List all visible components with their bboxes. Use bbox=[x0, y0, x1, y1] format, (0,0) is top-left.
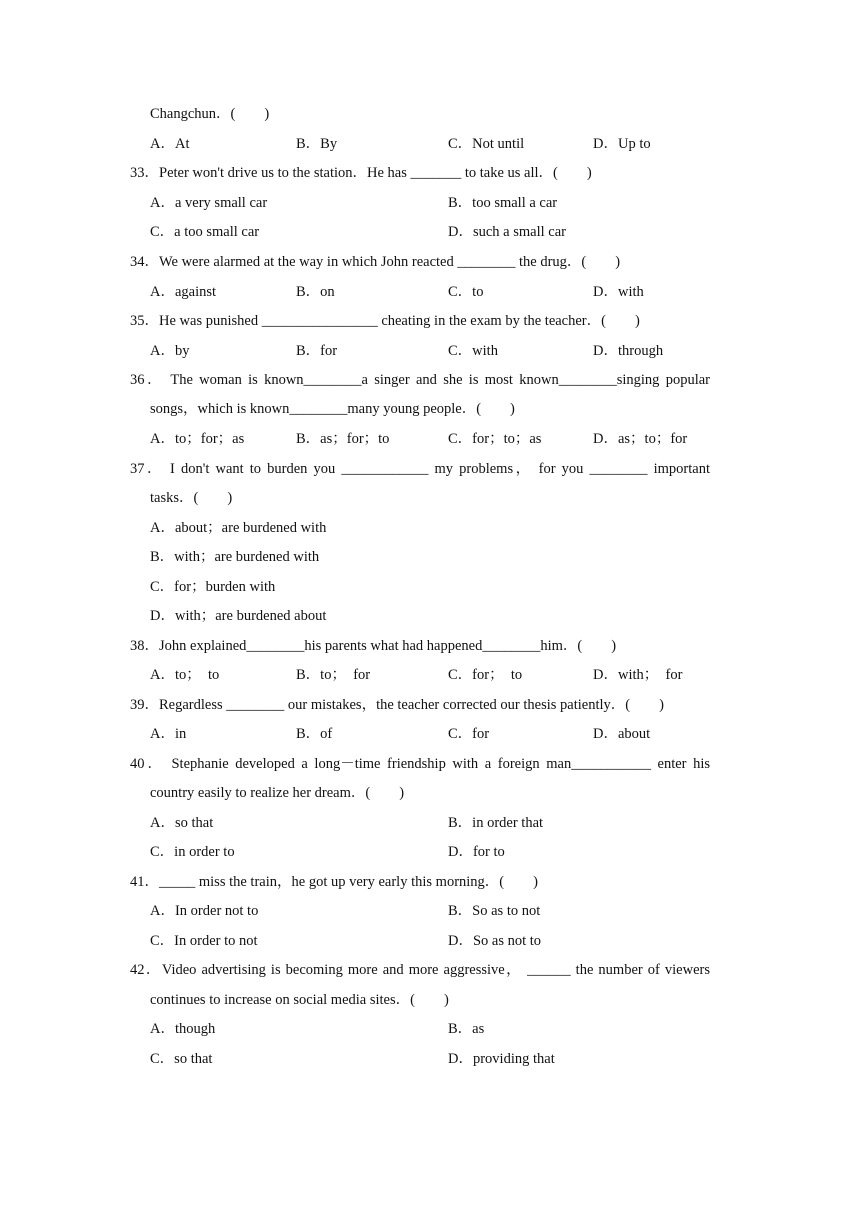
question-text: 39．Regardless ________ our mistakes，the teacher corrected our thesis patiently．( ) bbox=[130, 697, 664, 713]
text-line: tasks．( ) bbox=[150, 490, 233, 506]
answer-option: D．for to bbox=[448, 844, 505, 860]
answer-option: A．to；for；as bbox=[150, 431, 245, 447]
text-line: continues to increase on social media sites．( ) bbox=[150, 992, 449, 1008]
answer-option: B．So as to not bbox=[448, 903, 541, 919]
answer-option: B．on bbox=[296, 284, 335, 300]
answer-option: D．with bbox=[593, 284, 644, 300]
question-text: 36． The woman is known________a singer and she is most known________singing popular bbox=[130, 372, 710, 388]
question-text: 41．_____ miss the train，he got up very early this morning．( ) bbox=[130, 874, 538, 890]
answer-option: C．in order to bbox=[150, 844, 235, 860]
answer-option: C．for；to；as bbox=[448, 431, 542, 447]
answer-option: B．of bbox=[296, 726, 333, 742]
answer-option: A．to； to bbox=[150, 667, 220, 683]
answer-option: B．for bbox=[296, 343, 338, 359]
answer-option: B．in order that bbox=[448, 815, 544, 831]
answer-option: D．about bbox=[593, 726, 651, 742]
answer-option: A．a very small car bbox=[150, 195, 268, 211]
text-line: A．about；are burdened with bbox=[150, 520, 327, 536]
answer-option: C．so that bbox=[150, 1051, 213, 1067]
answer-option: A．though bbox=[150, 1021, 216, 1037]
text-line: B．with；are burdened with bbox=[150, 549, 320, 565]
answer-option: A．in bbox=[150, 726, 187, 742]
answer-option: C．Not until bbox=[448, 136, 525, 152]
answer-option: C．In order to not bbox=[150, 933, 258, 949]
question-text: 34．We were alarmed at the way in which John reacted ________ the drug．( ) bbox=[130, 254, 621, 270]
text-line: Changchun．( ) bbox=[150, 106, 270, 122]
text-line: country easily to realize her dream．( ) bbox=[150, 785, 405, 801]
answer-option: D．such a small car bbox=[448, 224, 566, 240]
question-text: 40． Stephanie developed a long－time friendship with a foreign man___________ enter his bbox=[130, 756, 710, 772]
answer-option: A．so that bbox=[150, 815, 214, 831]
answer-option: C．for； to bbox=[448, 667, 523, 683]
answer-option: A．against bbox=[150, 284, 217, 300]
answer-option: C．to bbox=[448, 284, 484, 300]
answer-option: D．with； for bbox=[593, 667, 683, 683]
answer-option: D．as；to；for bbox=[593, 431, 688, 447]
question-text: 42．Video advertising is becoming more and more aggressive， ______ the number of viewers bbox=[130, 962, 710, 978]
answer-option: C．a too small car bbox=[150, 224, 260, 240]
answer-option: B．as bbox=[448, 1021, 485, 1037]
question-text: 38．John explained________his parents what had happened________him．( ) bbox=[130, 638, 617, 654]
answer-option: A．by bbox=[150, 343, 190, 359]
answer-option: D．Up to bbox=[593, 136, 651, 152]
answer-option: D．providing that bbox=[448, 1051, 555, 1067]
answer-option: D．through bbox=[593, 343, 664, 359]
answer-option: A．In order not to bbox=[150, 903, 259, 919]
answer-option: A．At bbox=[150, 136, 190, 152]
text-line: C．for；burden with bbox=[150, 579, 276, 595]
question-text: 35．He was punished ________________ cheating in the exam by the teacher．( ) bbox=[130, 313, 640, 329]
question-text: 37． I don't want to burden you ____________ my problems， for you ________ important bbox=[130, 461, 710, 477]
question-text: 33．Peter won't drive us to the station．He has _______ to take us all．( ) bbox=[130, 165, 592, 181]
answer-option: D．So as not to bbox=[448, 933, 542, 949]
text-line: songs，which is known________many young people．( ) bbox=[150, 401, 515, 417]
text-line: D．with；are burdened about bbox=[150, 608, 327, 624]
answer-option: B．By bbox=[296, 136, 338, 152]
answer-option: B．to； for bbox=[296, 667, 371, 683]
answer-option: C．for bbox=[448, 726, 490, 742]
answer-option: B．as；for；to bbox=[296, 431, 390, 447]
answer-option: B．too small a car bbox=[448, 195, 558, 211]
answer-option: C．with bbox=[448, 343, 498, 359]
